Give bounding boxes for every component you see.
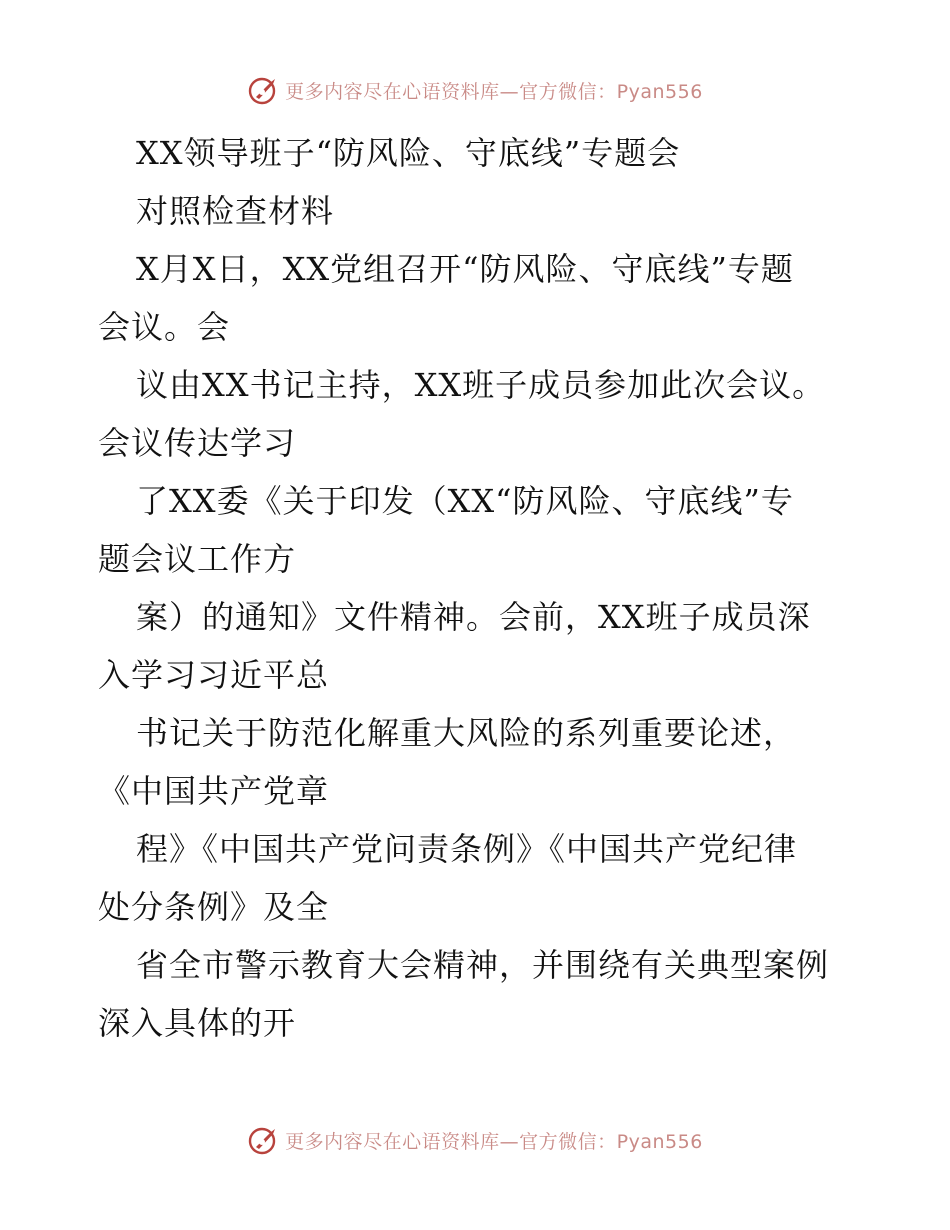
document-body xyxy=(98,124,858,1052)
doc-text-line: 会议。会 xyxy=(98,308,231,346)
doc-text-line: 入学习习近平总 xyxy=(98,656,330,694)
doc-text-line: 程》《中国共产党问责条例》《中国共产党纪律 xyxy=(136,830,798,868)
doc-text-line: X月X日，XX党组召开“防风险、守底线”专题 xyxy=(136,250,794,288)
header-watermark-text: 更多内容尽在心语资料库—官方微信：Pyan556 xyxy=(285,80,703,103)
footer-watermark-text: 更多内容尽在心语资料库—官方微信：Pyan556 xyxy=(285,1130,703,1153)
doc-text-line: 会议传达学习 xyxy=(98,424,297,462)
doc-text-line: 议由XX书记主持，XX班子成员参加此次会议。 xyxy=(136,366,826,404)
doc-text-line: 书记关于防范化解重大风险的系列重要论述， xyxy=(136,714,797,752)
doc-text-line: 题会议工作方 xyxy=(98,540,297,578)
doc-text-line: 省全市警示教育大会精神，并围绕有关典型案例 xyxy=(136,946,830,984)
doc-subtitle-line: 对照检查材料 xyxy=(136,192,335,230)
doc-title-line: XX领导班子“防风险、守底线”专题会 xyxy=(136,134,681,172)
doc-text-line: 深入具体的开 xyxy=(98,1004,297,1042)
doc-text-line: 处分条例》及全 xyxy=(98,888,330,926)
footer-watermark xyxy=(0,1120,950,1160)
doc-text-line: 了XX委《关于印发（XX“防风险、守底线”专 xyxy=(136,482,794,520)
pen-logo-icon xyxy=(247,73,281,107)
doc-text-line: 《中国共产党章 xyxy=(98,772,330,810)
pen-logo-icon xyxy=(247,1123,281,1157)
header-watermark xyxy=(0,70,950,110)
doc-text-line: 案）的通知》文件精神。会前，XX班子成员深 xyxy=(136,598,811,636)
